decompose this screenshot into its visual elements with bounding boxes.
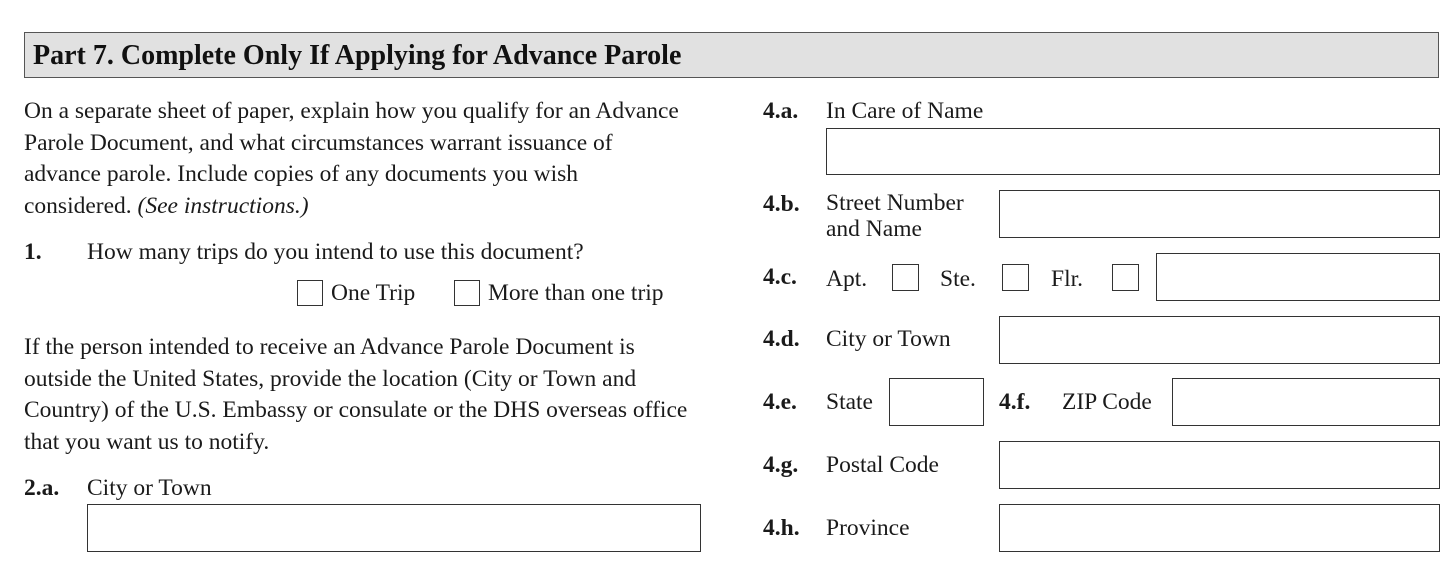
- see-instructions: (See instructions.): [137, 192, 309, 219]
- q1-question: How many trips do you intend to use this document?: [87, 239, 584, 265]
- state-field[interactable]: [889, 378, 984, 426]
- q4g-number: 4.g.: [763, 452, 799, 478]
- province-field[interactable]: [999, 504, 1440, 552]
- q4e-label: State: [826, 389, 873, 415]
- section-header: [24, 32, 1439, 78]
- unit-number-field[interactable]: [1156, 253, 1440, 301]
- street-number-field[interactable]: [999, 190, 1440, 238]
- q4b-label: [826, 190, 964, 242]
- q2a-number: 2.a.: [24, 475, 60, 501]
- apt-label: Apt.: [826, 266, 868, 292]
- q1-number: 1.: [24, 239, 42, 265]
- q4a-number: 4.a.: [763, 98, 799, 124]
- zip-code-field[interactable]: [1172, 378, 1440, 426]
- q4b-number: 4.b.: [763, 191, 800, 217]
- one-trip-label: One Trip: [331, 280, 416, 306]
- ste-label: Ste.: [940, 266, 976, 292]
- in-care-of-name-field[interactable]: [826, 128, 1440, 175]
- more-than-one-trip-label: More than one trip: [488, 280, 664, 306]
- flr-checkbox[interactable]: [1112, 264, 1139, 291]
- q4f-number: 4.f.: [999, 389, 1031, 415]
- q4b-label-line2: and Name: [826, 216, 922, 242]
- q2a-label: City or Town: [87, 475, 212, 501]
- more-than-one-trip-checkbox[interactable]: [454, 280, 480, 306]
- q4b-label-line1: Street Number: [826, 190, 964, 216]
- intro-paragraph: [24, 96, 684, 222]
- q4e-number: 4.e.: [763, 389, 797, 415]
- q4c-number: 4.c.: [763, 264, 797, 290]
- section-title: Part 7. Complete Only If Applying for Advance Parole: [33, 40, 682, 71]
- location-paragraph: If the person intended to receive an Advance Parole Document is outside the United States, provide the location (City or Town and Country) of the U.S. Embassy or consulate or the DHS overseas office that you want us to notify.: [24, 334, 688, 455]
- apt-checkbox[interactable]: [892, 264, 919, 291]
- flr-label: Flr.: [1051, 266, 1084, 292]
- q4f-label: ZIP Code: [1062, 389, 1152, 415]
- q4d-number: 4.d.: [763, 326, 800, 352]
- q4d-label: City or Town: [826, 326, 951, 352]
- q4h-label: Province: [826, 515, 910, 541]
- city-or-town-field[interactable]: [87, 504, 701, 552]
- postal-code-field[interactable]: [999, 441, 1440, 489]
- q4a-label: In Care of Name: [826, 98, 984, 124]
- intro-text: On a separate sheet of paper, explain how you qualify for an Advance Parole Document, and what circumstances warrant issuance of advance parole. Include copies of any documents you wish considered.: [24, 98, 679, 219]
- right-city-or-town-field[interactable]: [999, 316, 1440, 364]
- q4h-number: 4.h.: [763, 515, 800, 541]
- ste-checkbox[interactable]: [1002, 264, 1029, 291]
- q4g-label: Postal Code: [826, 452, 939, 478]
- one-trip-checkbox[interactable]: [297, 280, 323, 306]
